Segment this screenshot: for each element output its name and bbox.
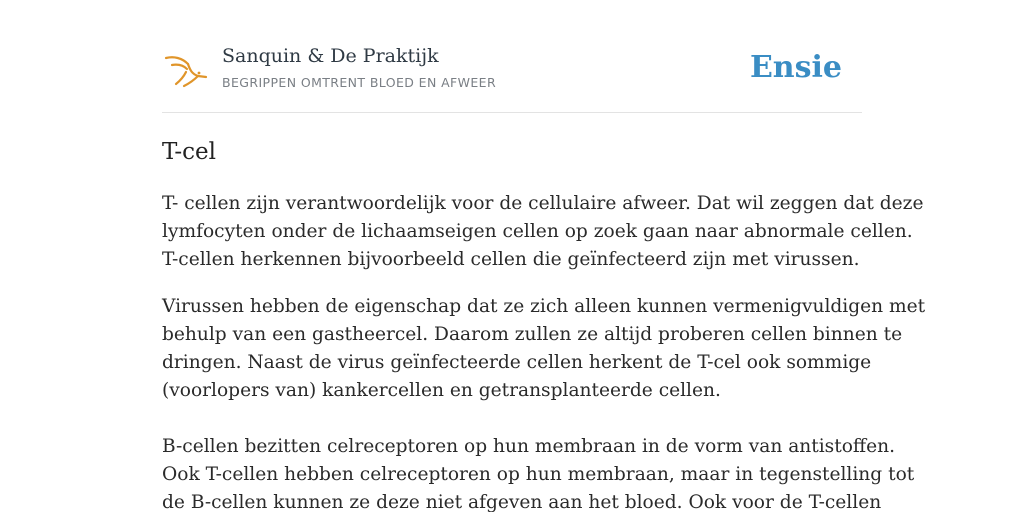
paragraph-line: de B-cellen kunnen ze deze niet afgeven aan het bloed. Ook voor de T-cellen: [162, 492, 882, 512]
paragraph-line: (voorlopers van) kankercellen en getransplanteerde cellen.: [162, 380, 721, 401]
paragraph-line: T-cellen herkennen bijvoorbeeld cellen die geïnfecteerd zijn met virussen.: [162, 249, 860, 270]
paragraph-line: B-cellen bezitten celreceptoren op hun membraan in de vorm van antistoffen.: [162, 436, 895, 457]
paragraph-3: [162, 433, 915, 512]
paragraph-2: [162, 293, 926, 405]
site-header: [162, 0, 862, 113]
bird-logo-icon[interactable]: [164, 52, 208, 90]
site-title[interactable]: Sanquin & De Praktijk: [222, 45, 439, 67]
article-title: T-cel: [162, 139, 216, 165]
paragraph-1: [162, 190, 924, 274]
paragraph-line: T- cellen zijn verantwoordelijk voor de cellulaire afweer. Dat wil zeggen dat deze: [162, 193, 924, 214]
ensie-brand-logo[interactable]: Ensie: [749, 50, 842, 85]
paragraph-line: behulp van een gastheercel. Daarom zullen ze altijd proberen cellen binnen te: [162, 324, 903, 345]
site-subtitle: BEGRIPPEN OMTRENT BLOED EN AFWEER: [222, 75, 497, 90]
paragraph-line: lymfocyten onder de lichaamseigen cellen op zoek gaan naar abnormale cellen.: [162, 221, 913, 242]
paragraph-line: Ook T-cellen hebben celreceptoren op hun membraan, maar in tegenstelling tot: [162, 464, 915, 485]
paragraph-line: dringen. Naast de virus geïnfecteerde cellen herkent de T-cel ook sommige: [162, 352, 872, 373]
paragraph-line: Virussen hebben de eigenschap dat ze zich alleen kunnen vermenigvuldigen met: [162, 296, 926, 317]
article: [162, 130, 926, 512]
